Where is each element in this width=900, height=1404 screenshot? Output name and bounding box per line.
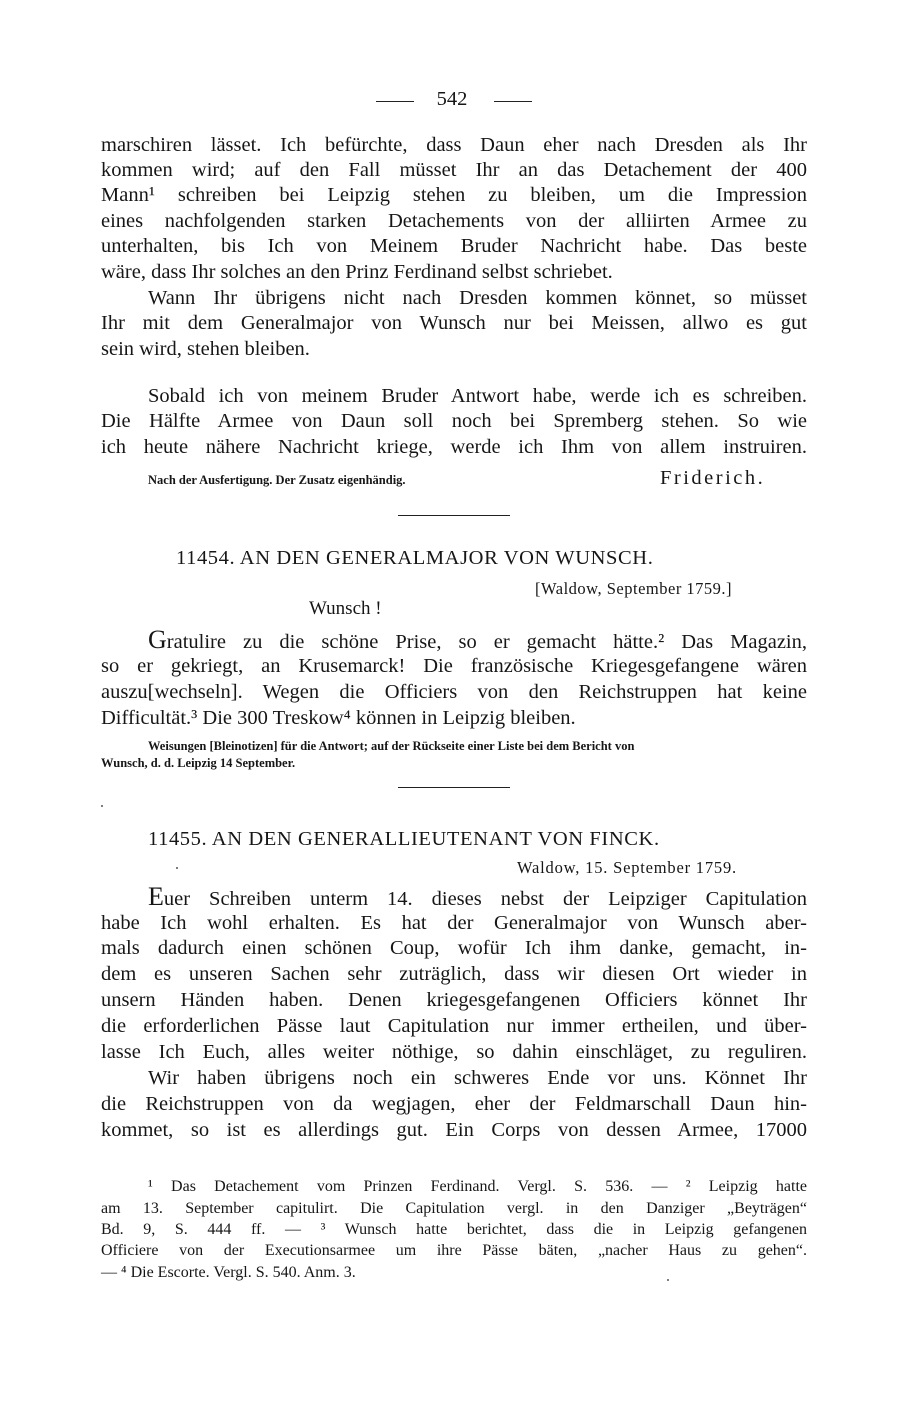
body-line: habe Ich wohl erhalten. Es hat der Generalmajor von Wunsch aber- [101, 912, 807, 934]
body-line-text: ratulire zu die schöne Prise, so er gemacht hätte.² Das Magazin, [166, 631, 807, 653]
body-line: auszu[wechseln]. Wegen die Officiers von den Reichstruppen hat keine [101, 681, 807, 703]
page-number-left-dash [376, 101, 414, 102]
body-line-text: uer Schreiben unterm 14. dieses nebst der Leipziger Capitulation [163, 888, 807, 910]
footnote-line: Officiere von der Executionsarmee um ihre Pässe bäten, „nacher Haus zu gehen“. [101, 1242, 807, 1259]
body-line [148, 627, 807, 655]
source-note: Weisungen [Bleinotizen] für die Antwort; auf der Rückseite einer Liste bei dem Bericht von [148, 739, 635, 753]
body-line: Difficultät.³ Die 300 Treskow⁴ können in Leipzig bleiben. [101, 707, 576, 729]
body-line: Wann Ihr übrigens nicht nach Dresden kommen könnet, so müsset [148, 287, 807, 309]
body-line: kommen wird; auf den Fall müsset Ihr an das Detachement der 400 [101, 159, 807, 181]
print-speck [176, 867, 178, 869]
source-note: Wunsch, d. d. Leipzig 14 September. [101, 756, 296, 770]
drop-cap: G [148, 625, 167, 654]
body-line: unterhalten, bis Ich von Meinem Bruder Nachricht habe. Das beste [101, 235, 807, 257]
source-note: Nach der Ausfertigung. Der Zusatz eigenhändig. [148, 473, 406, 487]
body-line: marschiren lässet. Ich befürchte, dass Daun eher nach Dresden als Ihr [101, 134, 807, 156]
body-line: Ihr mit dem Generalmajor von Wunsch nur bei Meissen, allwo es gut [101, 312, 807, 334]
body-line: dem es unseren Sachen sehr zuträglich, dass wir diesen Ort wieder in [101, 963, 807, 985]
body-line: unsern Händen haben. Denen kriegesgefangenen Officiers könnet Ihr [101, 989, 807, 1011]
letter-dateline: Waldow, 15. September 1759. [517, 858, 737, 877]
letter-heading: 11455. AN DEN GENERALLIEUTENANT VON FINCK. [148, 828, 660, 850]
postscript-line: Sobald ich von meinem Bruder Antwort habe, werde ich es schreiben. [148, 385, 807, 407]
body-line: wäre, dass Ihr solches an den Prinz Ferdinand selbst schriebet. [101, 261, 613, 283]
body-line [148, 884, 807, 912]
section-divider [398, 515, 510, 516]
body-line: die Reichstruppen von da wegjagen, eher der Feldmarschall Daun hin- [101, 1093, 807, 1115]
body-line: die erforderlichen Pässe laut Capitulation nur immer ertheilen, und über- [101, 1015, 807, 1037]
footnote-line: — ⁴ Die Escorte. Vergl. S. 540. Anm. 3. [101, 1264, 356, 1281]
body-line: Mann¹ schreiben bei Leipzig stehen zu bleiben, um die Impression [101, 184, 807, 206]
letter-heading: 11454. AN DEN GENERALMAJOR VON WUNSCH. [176, 547, 654, 569]
section-divider [398, 787, 510, 788]
postscript-line: ich heute nähere Nachricht kriege, werde ich Ihm von allem instruiren. [101, 436, 807, 458]
letter-salutation: Wunsch ! [309, 598, 382, 619]
letter-dateline: [Waldow, September 1759.] [535, 579, 733, 598]
body-line: so er gekriegt, an Krusemarck! Die französische Kriegesgefangene wären [101, 655, 807, 677]
footnote-line: ¹ Das Detachement vom Prinzen Ferdinand. Vergl. S. 536. — ² Leipzig hatte [148, 1178, 807, 1195]
footnote-line: Bd. 9, S. 444 ff. — ³ Wunsch hatte berichtet, dass die in Leipzig gefangenen [101, 1221, 807, 1238]
footnote-line: am 13. September capitulirt. Die Capitulation vergl. in den Danziger „Beyträgen“ [101, 1200, 807, 1217]
body-line: mals dadurch einen schönen Coup, wofür Ich ihm danke, gemacht, in- [101, 937, 807, 959]
page-number-right-dash [494, 101, 532, 102]
body-line: lasse Ich Euch, alles weiter nöthige, so dahin einschläget, zu reguliren. [101, 1041, 807, 1063]
print-speck [101, 805, 103, 807]
print-speck [667, 1279, 669, 1281]
postscript-line: Die Hälfte Armee von Daun soll noch bei Spremberg stehen. So wie [101, 410, 807, 432]
body-line: kommet, so ist es allerdings gut. Ein Corps von dessen Armee, 17000 [101, 1119, 807, 1141]
body-line: Wir haben übrigens noch ein schweres Ende vor uns. Könnet Ihr [148, 1067, 807, 1089]
drop-cap: E [148, 882, 164, 911]
signature: Friderich. [660, 467, 766, 489]
page-number: 542 [436, 88, 468, 110]
body-line: sein wird, stehen bleiben. [101, 338, 310, 360]
body-line: eines nachfolgenden starken Detachements von der alliirten Armee zu [101, 210, 807, 232]
